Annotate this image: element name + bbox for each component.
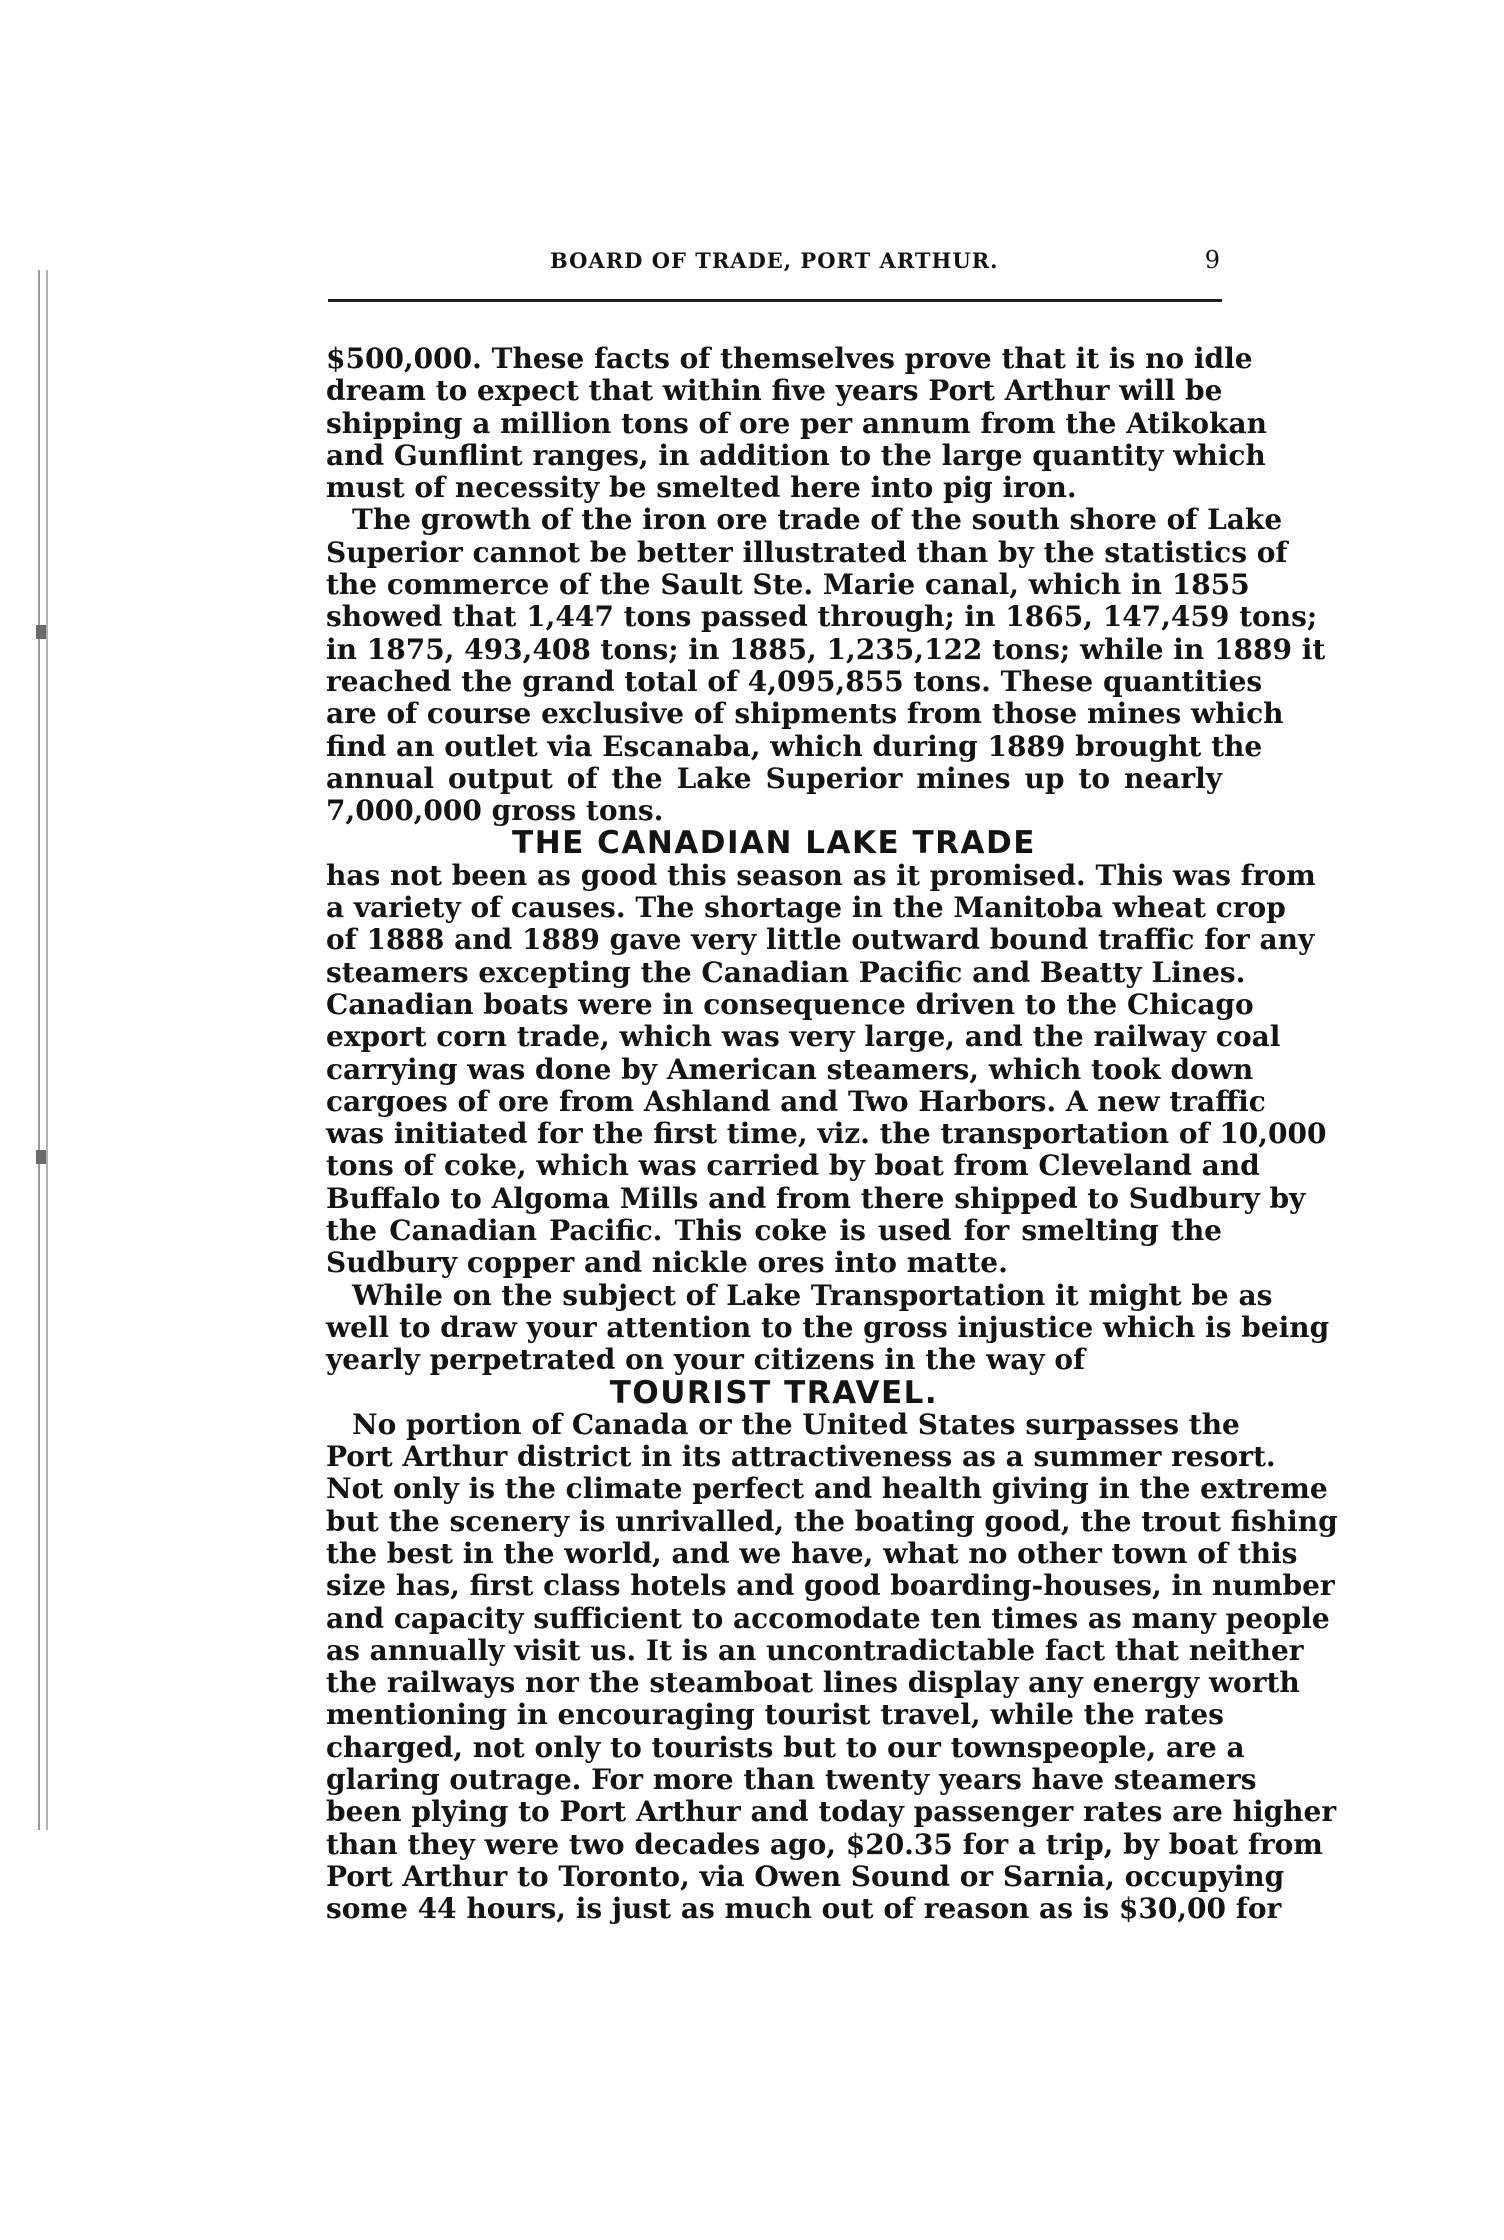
body-text [326, 342, 1338, 1926]
text-line: Canadian boats were in consequence driven to the Chicago [326, 987, 1254, 1021]
page-header [330, 248, 1220, 278]
text-line: No portion of Canada or the United States surpasses the [352, 1407, 1240, 1441]
text-line: Buffalo to Algoma Mills and from there shipped to Sudbury by [326, 1181, 1306, 1215]
page-number: 9 [1204, 246, 1220, 274]
binding-notch [36, 1150, 46, 1164]
binding-notch [36, 625, 46, 639]
text-line: the commerce of the Sault Ste. Marie canal, which in 1855 [326, 568, 1250, 602]
running-title: BOARD OF TRADE, PORT ARTHUR. [550, 248, 999, 273]
text-line: dream to expect that within five years Port Arthur will be [326, 374, 1223, 408]
text-line: carrying was done by American steamers, which took down [326, 1052, 1254, 1086]
section-heading: TOURIST TRAVEL. [609, 1374, 939, 1411]
text-line: as annually visit us. It is an uncontradictable fact that neither [326, 1633, 1304, 1667]
text-line: steamers excepting the Canadian Pacific and Beatty Lines. [326, 955, 1246, 989]
text-line: The growth of the iron ore trade of the south shore of Lake [352, 503, 1283, 537]
text-line: annual output of the Lake Superior mines up to nearly [326, 761, 1222, 795]
text-line: tons of coke, which was carried by boat from Cleveland and [326, 1149, 1260, 1183]
text-line: mentioning in encouraging tourist travel, while the rates [326, 1698, 1224, 1732]
text-line: must of necessity be smelted here into pig iron. [326, 471, 1077, 505]
text-line: Not only is the climate perfect and health giving in the extreme [326, 1472, 1328, 1506]
text-line: glaring outrage. For more than twenty years have steamers [326, 1763, 1257, 1797]
text-line: of 1888 and 1889 gave very little outward bound traffic for any [326, 923, 1315, 957]
text-line: been plying to Port Arthur and today passenger rates are higher [326, 1795, 1337, 1829]
text-line: are of course exclusive of shipments from those mines which [326, 697, 1284, 731]
text-line: reached the grand total of 4,095,855 tons. These quantities [326, 664, 1263, 698]
binding-edge [38, 270, 48, 1830]
text-line: a variety of causes. The shortage in the Manitoba wheat crop [326, 891, 1286, 925]
text-line: the Canadian Pacific. This coke is used for smelting the [326, 1214, 1222, 1248]
text-line: the best in the world, and we have, what no other town of this [326, 1536, 1298, 1570]
text-line: Port Arthur district in its attractiveness as a summer resort. [326, 1440, 1276, 1474]
text-line: was initiated for the first time, viz. the transportation of 10,000 [326, 1117, 1327, 1151]
header-rule [328, 299, 1222, 302]
text-line: in 1875, 493,408 tons; in 1885, 1,235,122 tons; while in 1889 it [326, 632, 1326, 666]
text-line: While on the subject of Lake Transportation it might be as [352, 1278, 1273, 1312]
text-line: Superior cannot be better illustrated than by the statistics of [326, 535, 1288, 569]
text-line: the railways nor the steamboat lines display any energy worth [326, 1666, 1300, 1700]
text-line: Port Arthur to Toronto, via Owen Sound or Sarnia, occupying [326, 1859, 1285, 1893]
text-line: charged, not only to tourists but to our townspeople, are a [326, 1730, 1245, 1764]
text-line: Sudbury copper and nickle ores into matte. [326, 1246, 1008, 1280]
text-line: 7,000,000 gross tons. [326, 794, 664, 828]
text-line: $500,000. These facts of themselves prove that it is no idle [326, 342, 1253, 375]
text-line: shipping a million tons of ore per annum from the Atikokan [326, 406, 1267, 440]
text-line: and Gunflint ranges, in addition to the large quantity which [326, 438, 1266, 472]
text-line: cargoes of ore from Ashland and Two Harbors. A new traffic [326, 1084, 1266, 1118]
text-line: has not been as good this season as it promised. This was from [326, 858, 1316, 892]
text-line: and capacity sufficient to accomodate ten times as many people [326, 1601, 1330, 1635]
text-line: but the scenery is unrivalled, the boating good, the trout fishing [326, 1504, 1338, 1538]
text-line: export corn trade, which was very large, and the railway coal [326, 1020, 1281, 1054]
text-line: size has, first class hotels and good boarding-houses, in number [326, 1569, 1335, 1603]
text-line: showed that 1,447 tons passed through; in 1865, 147,459 tons; [326, 600, 1318, 634]
text-line: some 44 hours, is just as much out of reason as is $30,00 for [326, 1892, 1282, 1926]
section-heading: THE CANADIAN LAKE TRADE [512, 825, 1036, 862]
text-line: than they were two decades ago, $20.35 for a trip, by boat from [326, 1827, 1323, 1861]
text-line: well to draw your attention to the gross injustice which is being [326, 1310, 1330, 1344]
text-line: find an outlet via Escanaba, which during 1889 brought the [326, 729, 1263, 763]
text-line: yearly perpetrated on your citizens in the way of [326, 1343, 1086, 1377]
